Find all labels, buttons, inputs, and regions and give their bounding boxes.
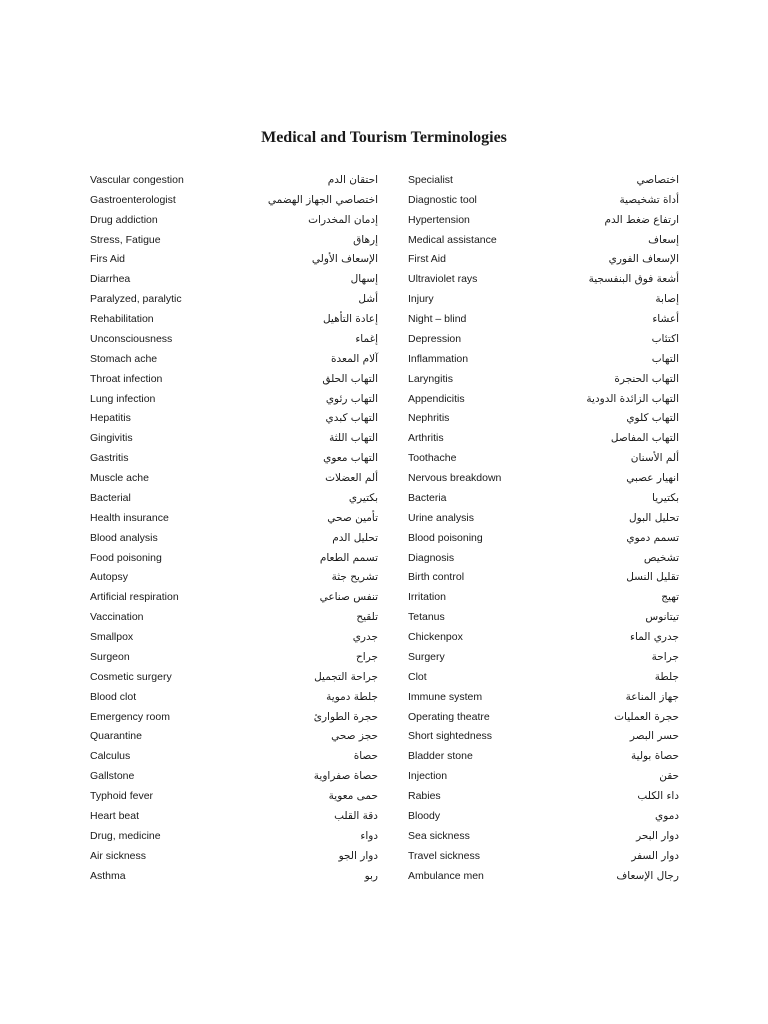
arabic-term: إصابة: [655, 293, 679, 306]
arabic-term: جراح: [356, 650, 378, 663]
english-term: Nephritis: [408, 412, 450, 425]
arabic-term: تشخيص: [643, 551, 679, 564]
english-term: Smallpox: [90, 631, 134, 644]
arabic-term: دوار البحر: [636, 829, 679, 842]
arabic-term: إرهاق: [353, 233, 378, 246]
term-row: [90, 170, 378, 190]
term-row: [90, 568, 378, 588]
arabic-term: جلطة: [654, 670, 679, 683]
term-row: [408, 428, 679, 448]
english-term: Firs Aid: [90, 253, 126, 266]
term-row: [408, 846, 679, 866]
term-row: [90, 468, 378, 488]
arabic-term: التهاب المفاصل: [610, 432, 679, 445]
arabic-term: اختصاصي الجهاز الهضمي: [267, 193, 378, 206]
arabic-term: جدري الماء: [630, 631, 679, 644]
arabic-term: تشريح جثة: [331, 571, 378, 584]
term-row: [408, 488, 679, 508]
arabic-term: تأمين صحي: [327, 511, 378, 524]
term-row: [90, 607, 378, 627]
term-row: [90, 230, 378, 250]
english-term: Ultraviolet rays: [408, 273, 478, 286]
english-term: Stress, Fatigue: [90, 233, 161, 246]
english-term: Vaccination: [90, 611, 144, 624]
english-term: Paralyzed, paralytic: [90, 293, 182, 306]
arabic-term: حصاة: [353, 750, 378, 763]
term-row: [90, 548, 378, 568]
english-term: Asthma: [90, 869, 126, 882]
english-term: Calculus: [90, 750, 131, 763]
term-row: [90, 746, 378, 766]
arabic-term: تلقيح: [356, 611, 378, 624]
english-term: Nervous breakdown: [408, 472, 502, 485]
arabic-term: حقن: [659, 770, 679, 783]
english-term: Lung infection: [90, 392, 156, 405]
arabic-term: تحليل البول: [629, 511, 679, 524]
english-term: Diagnosis: [408, 551, 455, 564]
term-row: [408, 210, 679, 230]
page-title: Medical and Tourism Terminologies: [261, 129, 507, 146]
term-row: [90, 448, 378, 468]
english-term: Medical assistance: [408, 233, 497, 246]
arabic-term: التهاب الحنجرة: [614, 372, 679, 385]
term-row: [408, 627, 679, 647]
english-term: Vascular congestion: [90, 173, 184, 186]
term-row: [90, 329, 378, 349]
english-term: Blood analysis: [90, 531, 158, 544]
term-row: [408, 647, 679, 667]
arabic-term: دوار السفر: [631, 849, 679, 862]
english-term: Drug addiction: [90, 213, 158, 226]
term-row: [90, 707, 378, 727]
term-row: [408, 468, 679, 488]
arabic-term: ألم الأسنان: [630, 452, 679, 465]
term-row: [408, 866, 679, 886]
english-term: Toothache: [408, 452, 457, 465]
arabic-term: الإسعاف الفوري: [608, 253, 679, 266]
term-row: [408, 548, 679, 568]
arabic-term: التهاب الحلق: [322, 372, 378, 385]
english-term: Drug, medicine: [90, 829, 161, 842]
arabic-term: تحليل الدم: [332, 531, 378, 544]
term-row: [408, 369, 679, 389]
english-term: Arthritis: [408, 432, 444, 445]
english-term: Air sickness: [90, 849, 147, 862]
term-row: [408, 508, 679, 528]
english-term: Diagnostic tool: [408, 193, 477, 206]
term-row: [90, 508, 378, 528]
arabic-term: بكتيريا: [652, 491, 679, 504]
term-row: [90, 826, 378, 846]
term-row: [408, 289, 679, 309]
term-row: [90, 488, 378, 508]
term-row: [408, 329, 679, 349]
term-row: [408, 528, 679, 548]
english-term: Surgeon: [90, 650, 130, 663]
english-term: Night – blind: [408, 313, 467, 326]
term-row: [408, 190, 679, 210]
english-term: Gingivitis: [90, 432, 133, 445]
english-term: Specialist: [408, 173, 453, 186]
arabic-term: اختصاصي: [636, 173, 679, 186]
english-term: Health insurance: [90, 511, 169, 524]
term-row: [90, 369, 378, 389]
term-row: [408, 826, 679, 846]
arabic-term: اكتئاب: [651, 332, 679, 345]
term-row: [90, 289, 378, 309]
term-row: [408, 568, 679, 588]
english-term: Irritation: [408, 591, 446, 604]
english-term: Unconsciousness: [90, 332, 173, 345]
arabic-term: حصاة صفراوية: [313, 770, 378, 783]
term-row: [90, 727, 378, 747]
term-row: [408, 667, 679, 687]
english-term: Autopsy: [90, 571, 128, 584]
arabic-term: آلام المعدة: [330, 352, 378, 365]
arabic-term: تهيج: [661, 591, 679, 604]
english-term: Ambulance men: [408, 869, 484, 882]
right-term-column: [408, 170, 679, 886]
arabic-term: حصاة بولية: [631, 750, 679, 763]
arabic-term: التهاب: [651, 352, 679, 365]
term-row: [408, 349, 679, 369]
left-term-column: [90, 170, 378, 886]
arabic-term: ربو: [364, 869, 378, 882]
english-term: Birth control: [408, 571, 465, 584]
arabic-term: جلطة دموية: [326, 690, 378, 703]
arabic-term: دموي: [655, 809, 679, 822]
term-row: [90, 647, 378, 667]
english-term: Emergency room: [90, 710, 170, 723]
english-term: Bloody: [408, 809, 441, 822]
term-row: [408, 607, 679, 627]
arabic-term: تيتانوس: [645, 611, 679, 624]
term-row: [90, 269, 378, 289]
arabic-term: تسمم دموي: [626, 531, 679, 544]
english-term: Immune system: [408, 690, 483, 703]
english-term: Bladder stone: [408, 750, 473, 763]
arabic-term: التهاب معوي: [323, 452, 378, 465]
arabic-term: رجال الإسعاف: [616, 869, 679, 882]
english-term: Food poisoning: [90, 551, 162, 564]
english-term: Operating theatre: [408, 710, 490, 723]
english-term: Gastritis: [90, 452, 129, 465]
english-term: Hepatitis: [90, 412, 131, 425]
arabic-term: التهاب كلوي: [626, 412, 679, 425]
english-term: Urine analysis: [408, 511, 474, 524]
term-row: [90, 389, 378, 409]
term-row: [408, 786, 679, 806]
english-term: Stomach ache: [90, 352, 158, 365]
arabic-term: دوار الجو: [338, 849, 378, 862]
english-term: Gallstone: [90, 770, 135, 783]
english-term: Diarrhea: [90, 273, 131, 286]
term-row: [90, 786, 378, 806]
english-term: Blood clot: [90, 690, 137, 703]
english-term: Surgery: [408, 650, 445, 663]
english-term: Appendicitis: [408, 392, 465, 405]
arabic-term: دواء: [360, 829, 378, 842]
term-row: [408, 707, 679, 727]
term-row: [408, 746, 679, 766]
arabic-term: إسعاف: [648, 233, 679, 246]
arabic-term: أشعة فوق البنفسجية: [588, 273, 679, 286]
arabic-term: إسهال: [350, 273, 378, 286]
arabic-term: تنفس صناعي: [319, 591, 378, 604]
term-row: [408, 309, 679, 329]
arabic-term: التهاب كبدي: [325, 412, 378, 425]
term-row: [90, 528, 378, 548]
arabic-term: التهاب الزائدة الدودية: [586, 392, 679, 405]
term-row: [90, 866, 378, 886]
term-row: [408, 170, 679, 190]
english-term: Short sightedness: [408, 730, 493, 743]
english-term: Muscle ache: [90, 472, 149, 485]
english-term: Chickenpox: [408, 631, 463, 644]
english-term: Throat infection: [90, 372, 163, 385]
arabic-term: جراحة التجميل: [314, 670, 378, 683]
arabic-term: إدمان المخدرات: [308, 213, 378, 226]
english-term: Artificial respiration: [90, 591, 179, 604]
arabic-term: حمى معوية: [328, 790, 378, 803]
arabic-term: التهاب رئوي: [325, 392, 378, 405]
term-row: [408, 587, 679, 607]
english-term: First Aid: [408, 253, 446, 266]
term-row: [408, 687, 679, 707]
arabic-term: بكتيري: [348, 491, 378, 504]
english-term: Hypertension: [408, 213, 470, 226]
english-term: Bacterial: [90, 491, 131, 504]
arabic-term: جدري: [352, 631, 378, 644]
term-row: [90, 587, 378, 607]
arabic-term: ألم العضلات: [325, 472, 378, 485]
arabic-term: حجز صحي: [331, 730, 378, 743]
term-row: [408, 766, 679, 786]
arabic-term: التهاب اللثة: [329, 432, 378, 445]
english-term: Injection: [408, 770, 448, 783]
arabic-term: حجرة الطوارئ: [313, 710, 378, 723]
english-term: Depression: [408, 332, 462, 345]
english-term: Typhoid fever: [90, 790, 154, 803]
arabic-term: أعشاء: [652, 313, 679, 326]
english-term: Clot: [408, 670, 427, 683]
term-row: [90, 766, 378, 786]
arabic-term: إعادة التأهيل: [322, 313, 378, 326]
arabic-term: أشل: [358, 293, 378, 306]
term-row: [90, 210, 378, 230]
arabic-term: جراحة: [651, 650, 679, 663]
arabic-term: تقليل النسل: [626, 571, 679, 584]
english-term: Inflammation: [408, 352, 469, 365]
term-row: [408, 269, 679, 289]
arabic-term: تسمم الطعام: [319, 551, 378, 564]
term-row: [408, 448, 679, 468]
english-term: Laryngitis: [408, 372, 453, 385]
term-row: [90, 846, 378, 866]
term-row: [408, 727, 679, 747]
term-row: [90, 687, 378, 707]
term-row: [408, 806, 679, 826]
english-term: Heart beat: [90, 809, 140, 822]
arabic-term: احتقان الدم: [327, 173, 378, 186]
arabic-term: جهاز المناعة: [625, 690, 679, 703]
term-row: [408, 409, 679, 429]
english-term: Tetanus: [408, 611, 445, 624]
term-row: [90, 190, 378, 210]
arabic-term: ارتفاع ضغط الدم: [604, 213, 679, 226]
english-term: Travel sickness: [408, 849, 480, 862]
english-term: Gastroenterologist: [90, 193, 176, 206]
term-row: [90, 409, 378, 429]
arabic-term: إغماء: [355, 332, 378, 345]
term-row: [90, 349, 378, 369]
arabic-term: داء الكلب: [637, 790, 679, 803]
arabic-term: أداة تشخيصية: [619, 193, 679, 206]
arabic-term: الإسعاف الأولي: [311, 253, 378, 266]
english-term: Injury: [408, 293, 434, 306]
arabic-term: دقة القلب: [334, 809, 378, 822]
term-row: [90, 250, 378, 270]
term-row: [408, 250, 679, 270]
english-term: Bacteria: [408, 491, 447, 504]
term-row: [90, 667, 378, 687]
english-term: Rabies: [408, 790, 441, 803]
arabic-term: انهيار عصبي: [626, 472, 679, 485]
term-row: [90, 309, 378, 329]
english-term: Sea sickness: [408, 829, 470, 842]
english-term: Quarantine: [90, 730, 142, 743]
english-term: Blood poisoning: [408, 531, 483, 544]
arabic-term: حجرة العمليات: [614, 710, 679, 723]
term-row: [90, 428, 378, 448]
english-term: Cosmetic surgery: [90, 670, 172, 683]
english-term: Rehabilitation: [90, 313, 154, 326]
arabic-term: حسر البصر: [629, 730, 679, 743]
term-row: [90, 627, 378, 647]
term-row: [408, 389, 679, 409]
term-row: [408, 230, 679, 250]
term-row: [90, 806, 378, 826]
